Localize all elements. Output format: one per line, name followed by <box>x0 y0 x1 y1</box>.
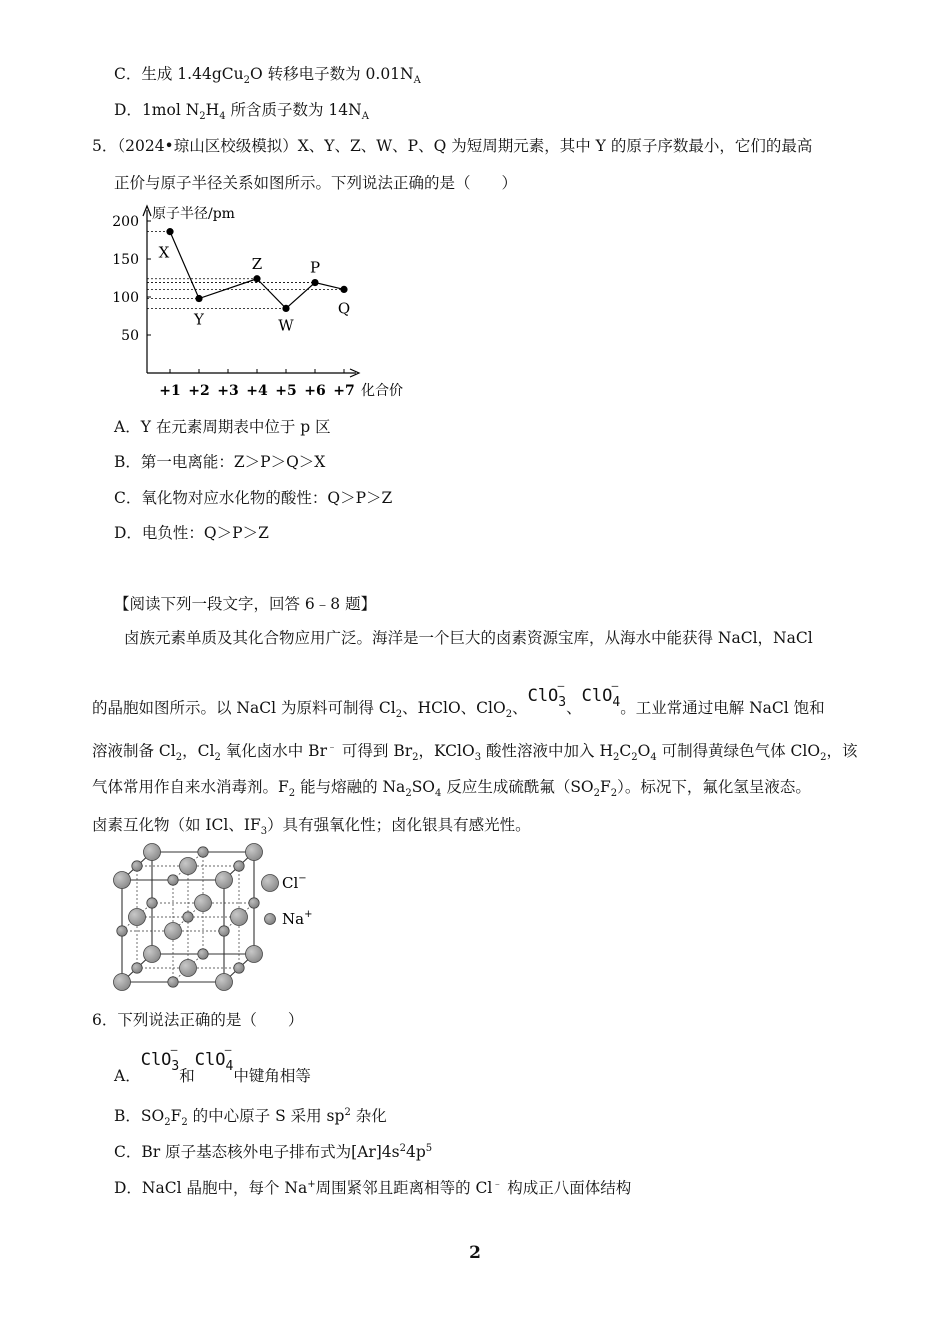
na-ion <box>183 912 193 922</box>
reading-header: 【阅读下列一段文字，回答 6﹣8 题】 <box>114 595 377 613</box>
y-tick-label: 100 <box>112 290 139 306</box>
perchlorate-ion: ClO – $_4$ <box>194 1043 234 1074</box>
data-point-z <box>253 275 260 282</box>
data-point-x <box>166 228 173 235</box>
x-tick-label: +6 <box>304 383 326 399</box>
q5-option-d: D．电负性：Q＞P＞Z <box>114 524 269 542</box>
legend-na-ball <box>265 914 276 925</box>
x-tick-label: +7 <box>333 383 355 399</box>
reading-para-line1: 卤族元素单质及其化合物应用广泛。海洋是一个巨大的卤素资源宝库，从海水中能获得 NaCl，NaCl <box>124 629 813 647</box>
na-ion <box>132 861 142 871</box>
legend <box>262 873 313 928</box>
point-label-z: Z <box>251 254 263 273</box>
q5-stem-line2: 正价与原子半径关系如图所示。下列说法正确的是（ ） <box>114 174 518 192</box>
chlorate-ion: ClO – $_3$ <box>527 679 567 710</box>
na-ion <box>198 847 208 857</box>
q5-option-b: B．第一电离能：Z＞P＞Q＞X <box>114 453 326 471</box>
reading-para-line2: 的晶胞如图所示。以 NaCl 为原料可制得 $Cl_2$、HClO、ClO$_2$、ClO – $_3$、ClO – $_4$。工业常通过电解 NaCl 饱和 <box>92 679 825 721</box>
na-ion <box>249 898 259 908</box>
na-ion <box>198 949 208 959</box>
q6-option-c: C．Br 原子基态核外电子排布式为$[Ar]4s^24p^5$ <box>114 1142 433 1161</box>
cl-ion <box>144 844 161 861</box>
data-point-w <box>282 305 289 312</box>
cl-ion <box>246 946 263 963</box>
cl-ion <box>231 909 248 926</box>
cl-ion <box>129 909 146 926</box>
cl-ion <box>165 923 182 940</box>
x-tick-label: +4 <box>246 383 268 399</box>
na-ion <box>219 926 229 936</box>
data-point-q <box>340 286 347 293</box>
y-axis-label: 原子半径/pm <box>152 206 235 222</box>
q6-option-b: B．$SO_2F_2$ 的中心原子 S 采用 $sp^2$ 杂化 <box>114 1106 387 1129</box>
q6-option-d: D．NaCl 晶胞中，每个 Na+周围紧邻且距离相等的 Cl﹣ 构成正八面体结构 <box>114 1178 632 1197</box>
reading-para-line4: 气体常用作自来水消毒剂。$F_2$ 能与熔融的 $Na_2SO_4$ 反应生成硫酰氟$(SO_2F_2)$。标况下，氟化氢呈液态。 <box>92 778 811 800</box>
q4-option-d: D．1mol $N_2H_4$ 所含质子数为 $14N_A$ <box>114 101 369 123</box>
cl-ion <box>180 960 197 977</box>
cl-ion <box>144 946 161 963</box>
na-ion <box>168 875 178 885</box>
x-axis-label: 化合价 <box>361 383 403 399</box>
q4-option-c: C．生成 1.44gCu$_2$O 转移电子数为 $0.01N_A$ <box>114 65 421 87</box>
cl-ion <box>195 895 212 912</box>
cl-ion <box>180 858 197 875</box>
na-ion <box>147 898 157 908</box>
legend-cl-ball <box>262 875 279 892</box>
legend-na-label: Na+ <box>282 909 313 928</box>
na-ion <box>132 963 142 973</box>
x-tick-label: +1 <box>159 383 181 399</box>
nacl-unit-cell-diagram <box>105 842 320 994</box>
perchlorate-ion: ClO – $_4$ <box>581 679 621 710</box>
q5-option-a: A．Y 在元素周期表中位于 p 区 <box>114 418 331 436</box>
x-tick-label: +2 <box>188 383 210 399</box>
q5-option-c: C．氧化物对应水化物的酸性：Q＞P＞Z <box>114 489 393 507</box>
unit-cell-lattice <box>114 844 263 991</box>
na-ion <box>234 861 244 871</box>
point-label-x: X <box>158 243 170 262</box>
q6-option-a: A．ClO – $_3$和ClO – $_4$中键角相等 <box>114 1043 311 1085</box>
na-ion <box>234 963 244 973</box>
x-tick-label: +3 <box>217 383 239 399</box>
y-tick-label: 50 <box>121 328 139 344</box>
point-label-y: Y <box>194 310 204 329</box>
data-point-y <box>195 295 202 302</box>
point-label-w: W <box>278 316 294 335</box>
point-label-q: Q <box>337 299 351 318</box>
cl-ion <box>114 974 131 991</box>
y-tick-label: 200 <box>112 214 139 230</box>
reading-para-line5: 卤素互化物（如 ICl、$IF_3$）具有强氧化性；卤化银具有感光性。 <box>92 816 531 838</box>
cl-ion <box>216 974 233 991</box>
cl-ion <box>246 844 263 861</box>
x-tick-label: +5 <box>275 383 297 399</box>
radius-valence-chart <box>105 200 425 400</box>
q5-stem-line1: 5．（2024•琼山区校级模拟）X、Y、Z、W、P、Q 为短周期元素，其中 Y 的原子序数最小，它们的最高 <box>92 137 813 155</box>
q6-stem: 6．下列说法正确的是（ ） <box>92 1011 304 1029</box>
na-ion <box>168 977 178 987</box>
data-point-p <box>311 279 318 286</box>
reading-para-line3: 溶液制备 $Cl_2$，$Cl_2$ 氧化卤水中 Br﹣ 可得到 $Br_2$，KClO$_3$ 酸性溶液中加入 $H_2C_2O_4$ 可制得黄绿色气体 ClO$_2$，该 <box>92 741 858 764</box>
cl-ion <box>114 872 131 889</box>
point-label-p: P <box>309 258 321 277</box>
legend-cl-label: Cl− <box>282 873 307 892</box>
chlorate-ion: ClO – $_3$ <box>140 1043 180 1074</box>
cl-ion <box>216 872 233 889</box>
page-number: 2 <box>469 1243 481 1263</box>
y-tick-label: 150 <box>112 252 139 268</box>
na-ion <box>117 926 127 936</box>
